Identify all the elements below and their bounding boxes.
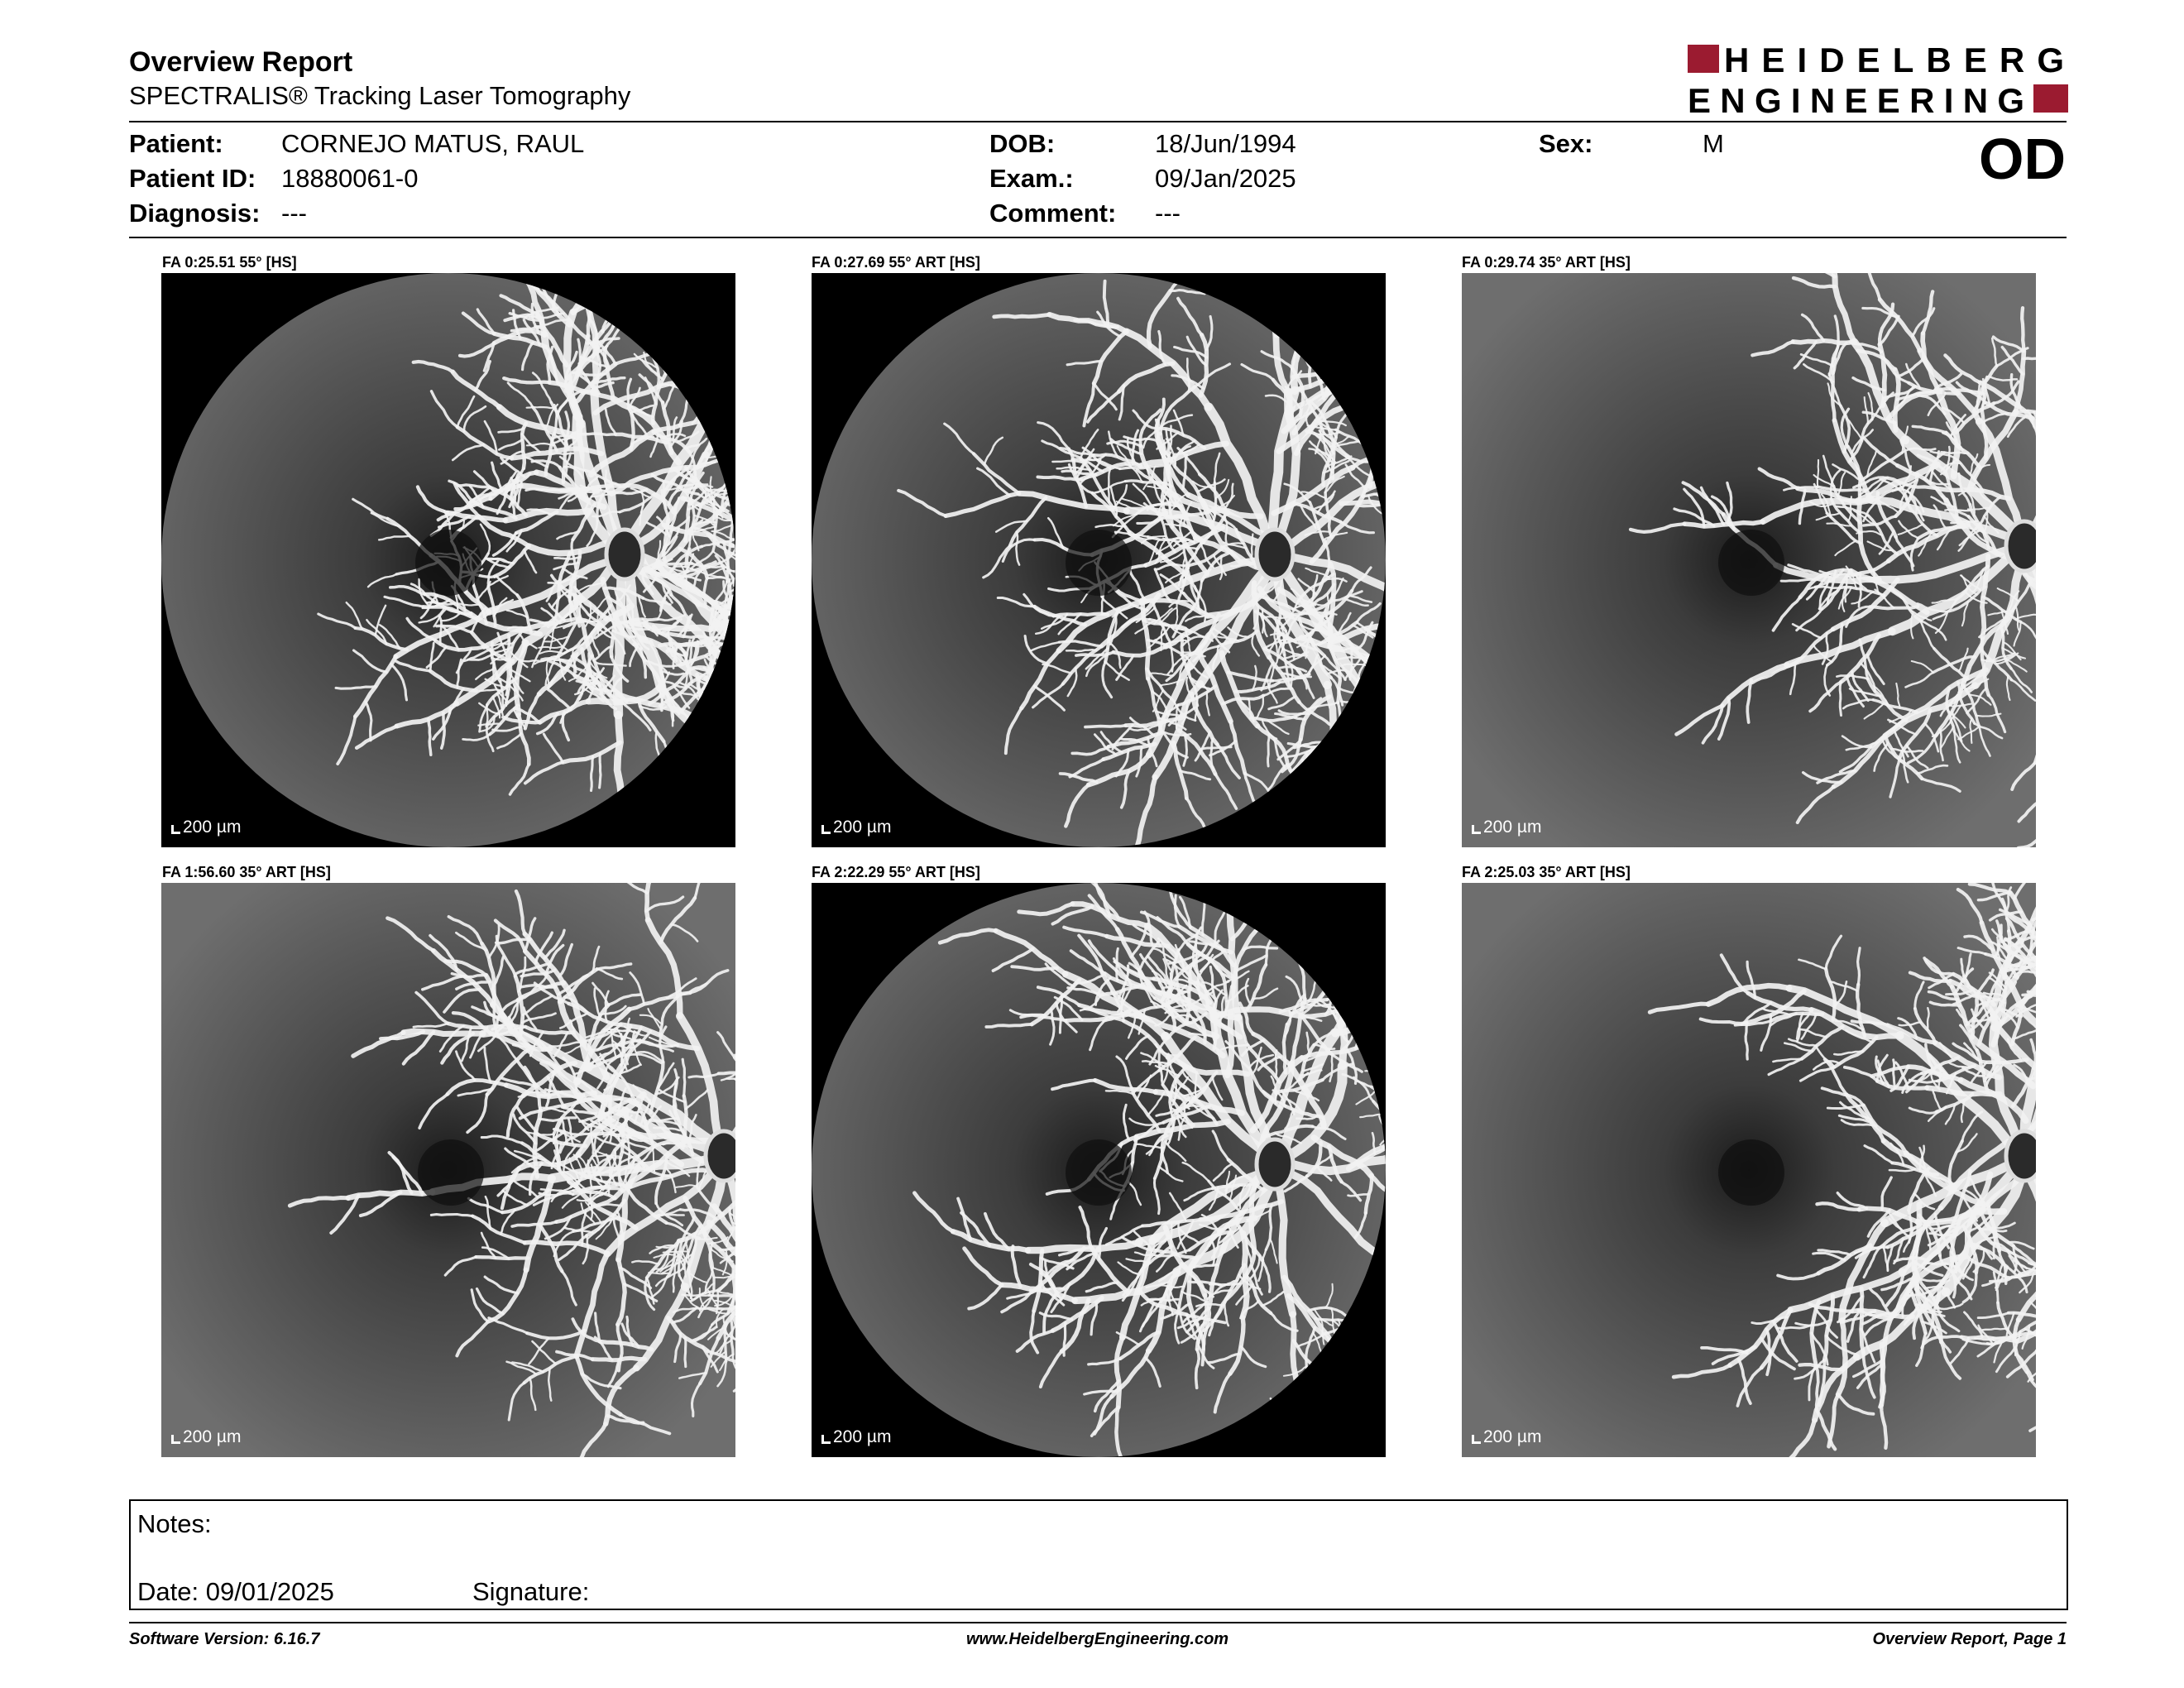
comment-value: --- [1155, 199, 1181, 228]
notes-label: Notes: [137, 1509, 212, 1538]
patient-label: Patient: [129, 129, 223, 158]
scale-bar [821, 1427, 891, 1447]
fundus-image [1462, 273, 2036, 847]
scale-label: 200 µm [833, 818, 892, 837]
sex-label: Sex: [1539, 129, 1593, 158]
scale-label: 200 µm [183, 818, 242, 837]
scale-bar [171, 1427, 241, 1447]
scale-marker-icon [171, 1435, 180, 1444]
scale-marker-icon [821, 825, 831, 834]
exam-label: Exam.: [989, 164, 1074, 193]
scale-label: 200 µm [1483, 818, 1542, 837]
image-title: FA 0:25.51 55° [HS] [162, 254, 297, 271]
scale-label: 200 µm [833, 1427, 892, 1446]
scale-label: 200 µm [1483, 1427, 1542, 1446]
image-title: FA 2:22.29 55° ART [HS] [812, 864, 980, 880]
info-divider [129, 237, 2067, 238]
diagnosis-label: Diagnosis: [129, 199, 261, 228]
software-version: Software Version: 6.16.7 [129, 1630, 320, 1648]
patient-id-label: Patient ID: [129, 164, 256, 193]
scale-marker-icon [1472, 825, 1481, 834]
dob-label: DOB: [989, 129, 1056, 158]
image-title: FA 0:27.69 55° ART [HS] [812, 254, 980, 271]
notes-box [129, 1499, 2068, 1610]
scale-marker-icon [171, 825, 180, 834]
fundus-image [812, 273, 1386, 847]
image-title: FA 1:56.60 35° ART [HS] [162, 864, 331, 880]
eye-indicator: OD [1979, 127, 2066, 191]
scale-bar [171, 818, 241, 837]
exam-value: 09/Jan/2025 [1155, 164, 1296, 193]
svg-text:ENGINEERING: ENGINEERING [1688, 81, 2027, 114]
scale-marker-icon [821, 1435, 831, 1444]
diagnosis-value: --- [281, 199, 307, 228]
patient-value: CORNEJO MATUS, RAUL [281, 129, 585, 158]
website-link[interactable]: www.HeidelbergEngineering.com [966, 1630, 1229, 1648]
date-label: Date: 09/01/2025 [137, 1577, 334, 1606]
fundus-image [1462, 883, 2036, 1457]
signature-label: Signature: [472, 1577, 590, 1606]
scale-bar [821, 818, 891, 837]
scale-label: 200 µm [183, 1427, 242, 1446]
report-title: Overview Report [129, 46, 353, 78]
fundus-image [812, 883, 1386, 1457]
scale-bar [1472, 1427, 1541, 1447]
page-indicator: Overview Report, Page 1 [1872, 1630, 2067, 1648]
svg-text:HEIDELBERG: HEIDELBERG [1724, 45, 2067, 79]
patient-id-value: 18880061-0 [281, 164, 419, 193]
footer-divider [129, 1622, 2067, 1623]
heidelberg-logo [1688, 45, 2068, 114]
scale-bar [1472, 818, 1541, 837]
fundus-image [161, 883, 735, 1457]
dob-value: 18/Jun/1994 [1155, 129, 1296, 158]
report-subtitle: SPECTRALIS® Tracking Laser Tomography [129, 81, 631, 110]
fundus-image [161, 273, 735, 847]
comment-label: Comment: [989, 199, 1117, 228]
image-title: FA 0:29.74 35° ART [HS] [1462, 254, 1631, 271]
scale-marker-icon [1472, 1435, 1481, 1444]
header-divider [129, 121, 2067, 122]
image-title: FA 2:25.03 35° ART [HS] [1462, 864, 1631, 880]
sex-value: M [1703, 129, 1724, 158]
